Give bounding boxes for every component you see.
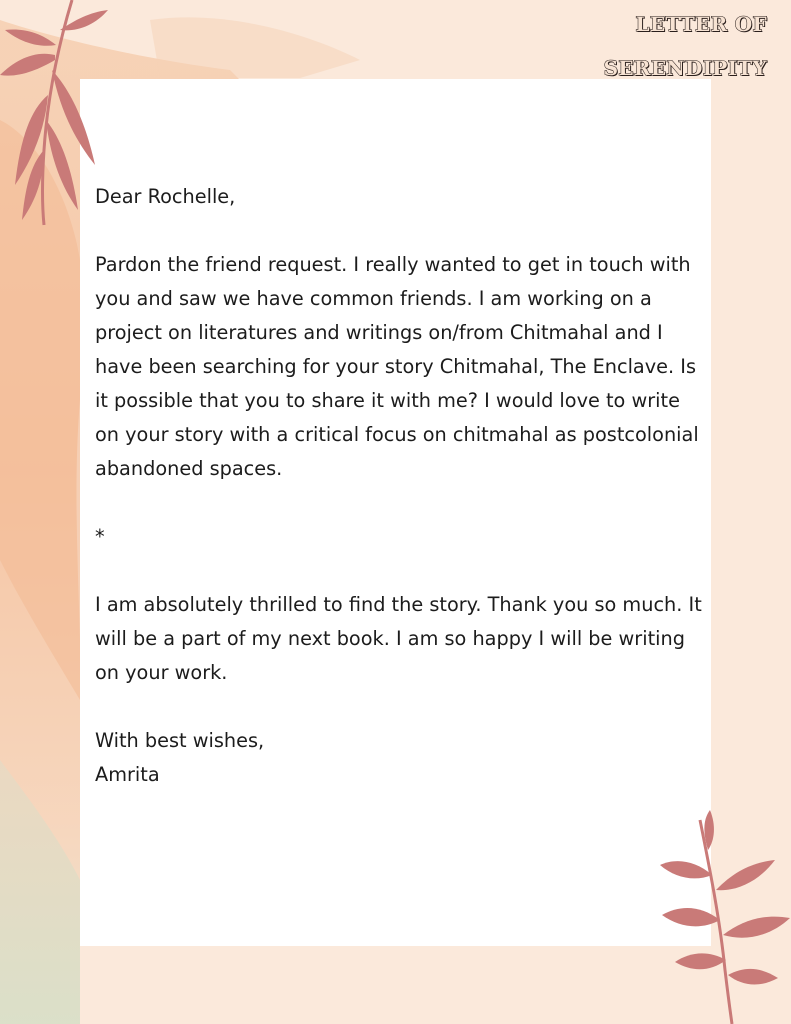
title-line-2: SERENDIPITY <box>603 56 767 80</box>
letter-salutation: Dear Rochelle, <box>95 185 236 208</box>
letter-signature: Amrita <box>95 763 160 786</box>
letter-paragraph-1: Pardon the friend request. I really wanted to get in touch with you and saw we have common friends. I am working on a project on literatures and writings on/from Chitmahal and I have been searching for your story Chitmahal, The Enclave. Is it possible that you to share it with me? I would love to write on your story with a critical focus on chitmahal as postcolonial abandoned spaces. <box>95 253 699 480</box>
title-line-1: LETTER OF <box>635 12 767 36</box>
letter-paper <box>80 79 711 946</box>
letter-closing: With best wishes, <box>95 729 265 752</box>
letter-body <box>95 180 707 792</box>
letter-paragraph-2: I am absolutely thrilled to find the story. Thank you so much. It will be a part of my next book. I am so happy I will be writing on your work. <box>95 593 702 684</box>
page-title <box>604 2 767 90</box>
letter-separator: * <box>95 525 105 548</box>
leaf-branch-icon <box>0 0 110 230</box>
leaf-branch-icon <box>650 810 791 1024</box>
